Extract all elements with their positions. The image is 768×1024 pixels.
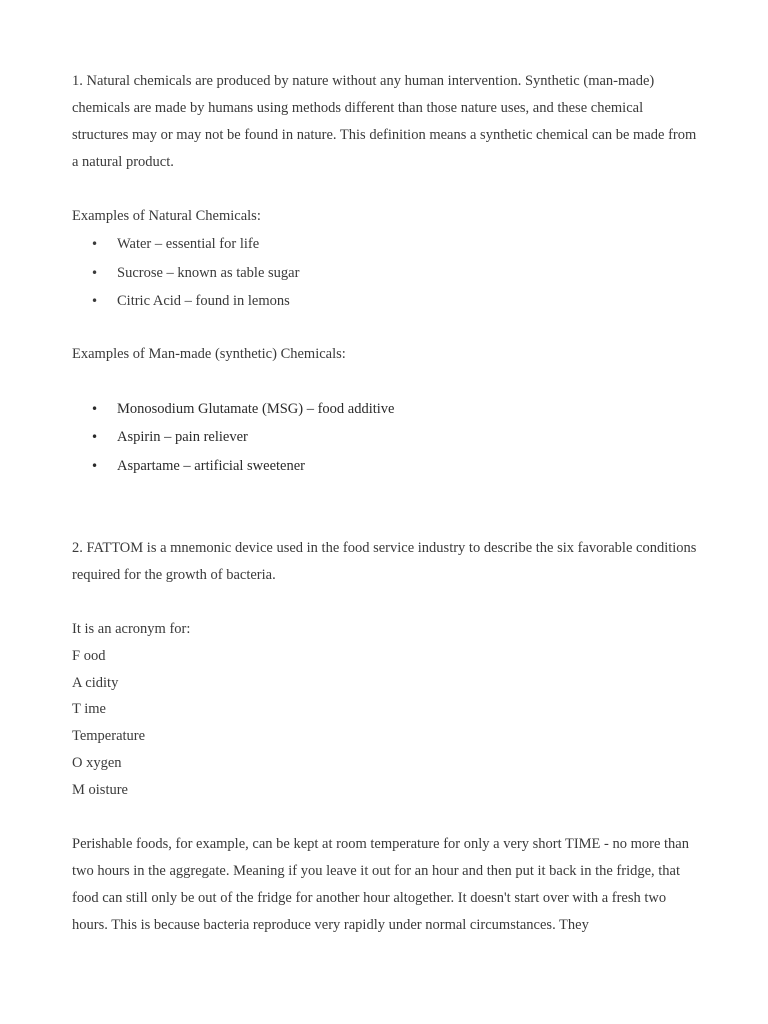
acronym-intro: It is an acronym for: [72,621,191,637]
acronym-item-oxygen: O xygen [72,754,122,771]
document-page [72,68,702,939]
list-item: • Monosodium Glutamate (MSG) – food additive [72,395,702,424]
natural-chemicals-heading: Examples of Natural Chemicals: [72,208,261,224]
list-item: • Aspartame – artificial sweetener [72,452,702,481]
synthetic-chemicals-heading: Examples of Man-made (synthetic) Chemicals: [72,345,346,362]
section1-intro-paragraph: 1. Natural chemicals are produced by nature without any human intervention. Synthetic (man-made) chemicals are made by humans using methods different than those nature uses, and these chemical structures may or may not be found in nature. This definition means a synthetic chemical can be made from a natural product. [72,73,697,170]
synthetic-chemicals-list [72,395,702,481]
list-item: • Aspirin – pain reliever [72,423,702,452]
perishable-foods-paragraph: Perishable foods, for example, can be kept at room temperature for only a very short TIME - no more than two hours in the aggregate. Meaning if you leave it out for an hour and then put it back in the fridge, that food can still only be out of the fridge for another hour altogether. It doesn't start over with a fresh two hours. This is because bacteria reproduce very rapidly under normal circumstances. They [72,835,689,933]
acronym-item-time: T ime [72,701,106,718]
acronym-item-temperature: Temperature [72,728,146,745]
section2-intro-paragraph: 2. FATTOM is a mnemonic device used in the food service industry to describe the six favorable conditions required for the growth of bacteria. [72,540,697,583]
acronym-item-acidity: A cidity [72,674,119,691]
list-item: • Citric Acid – found in lemons [72,287,702,316]
list-item: • Sucrose – known as table sugar [72,259,702,288]
acronym-item-moisture: M oisture [72,781,128,798]
acronym-item-food: F ood [72,647,106,664]
list-item: • Water – essential for life [72,230,702,259]
natural-chemicals-list [72,230,702,316]
fattom-acronym-block [72,616,702,804]
